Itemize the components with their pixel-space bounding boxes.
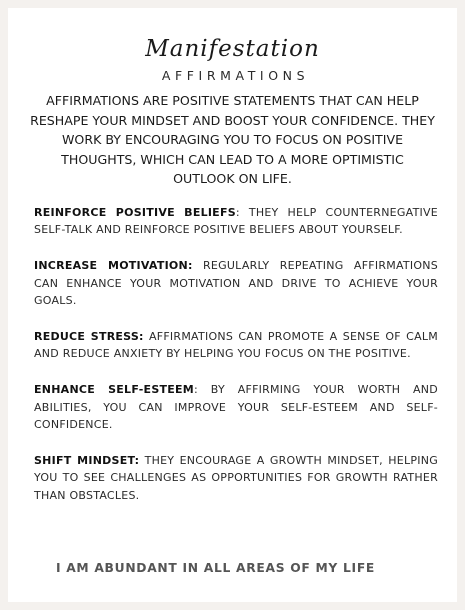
benefit-item (34, 452, 438, 504)
benefit-separator: : (235, 206, 249, 219)
benefit-item (34, 204, 438, 239)
intro-paragraph: AFFIRMATIONS ARE POSITIVE STATEMENTS THAT CAN HELP RESHAPE YOUR MINDSET AND BOOST YOUR CONFIDENCE. THEY WORK BY ENCOURAGING YOU TO FOCUS ON POSITIVE THOUGHTS, WHICH CAN LEAD TO A MORE OPTIMISTIC OUTLOOK ON LIFE. (30, 93, 435, 186)
benefit-text: REGULARLY REPEATING AFFIRMATIONS CAN ENHANCE YOUR MOTIVATION AND DRIVE TO ACHIEVE YOUR GOALS. (34, 259, 438, 308)
benefit-heading: REDUCE STRESS: (34, 330, 144, 344)
script-title: Manifestation (145, 36, 320, 62)
benefit-item (34, 257, 438, 309)
affirmations-card (8, 8, 457, 602)
benefit-item (34, 381, 438, 433)
benefit-text: THEY HELP COUNTERNEGATIVE SELF-TALK AND REINFORCE POSITIVE BELIEFS ABOUT YOURSELF. (34, 206, 439, 237)
benefit-heading: INCREASE MOTIVATION: (34, 259, 193, 273)
benefit-separator (193, 259, 203, 272)
benefit-text: THEY ENCOURAGE A GROWTH MINDSET, HELPING YOU TO SEE CHALLENGES AS OPPORTUNITIES FOR GROWTH RATHER THAN OBSTACLES. (34, 454, 438, 502)
benefit-heading: ENHANCE SELF-ESTEEM (34, 383, 194, 397)
subtitle: AFFIRMATIONS (161, 68, 310, 83)
benefit-text: BY AFFIRMING YOUR WORTH AND ABILITIES, YOU CAN IMPROVE YOUR SELF-ESTEEM AND SELF-CONFIDENCE. (34, 383, 438, 432)
benefit-item (34, 328, 438, 363)
benefit-heading: SHIFT MINDSET: (34, 454, 140, 468)
benefit-heading: REINFORCE POSITIVE BELIEFS (34, 206, 236, 219)
benefit-separator: : (193, 383, 211, 397)
benefit-list (34, 204, 438, 523)
affirmation-statement: I AM ABUNDANT IN ALL AREAS OF MY LIFE (55, 561, 376, 575)
benefit-text: AFFIRMATIONS CAN PROMOTE A SENSE OF CALM AND REDUCE ANXIETY BY HELPING YOU FOCUS ON THE POSITIVE. (34, 330, 439, 361)
